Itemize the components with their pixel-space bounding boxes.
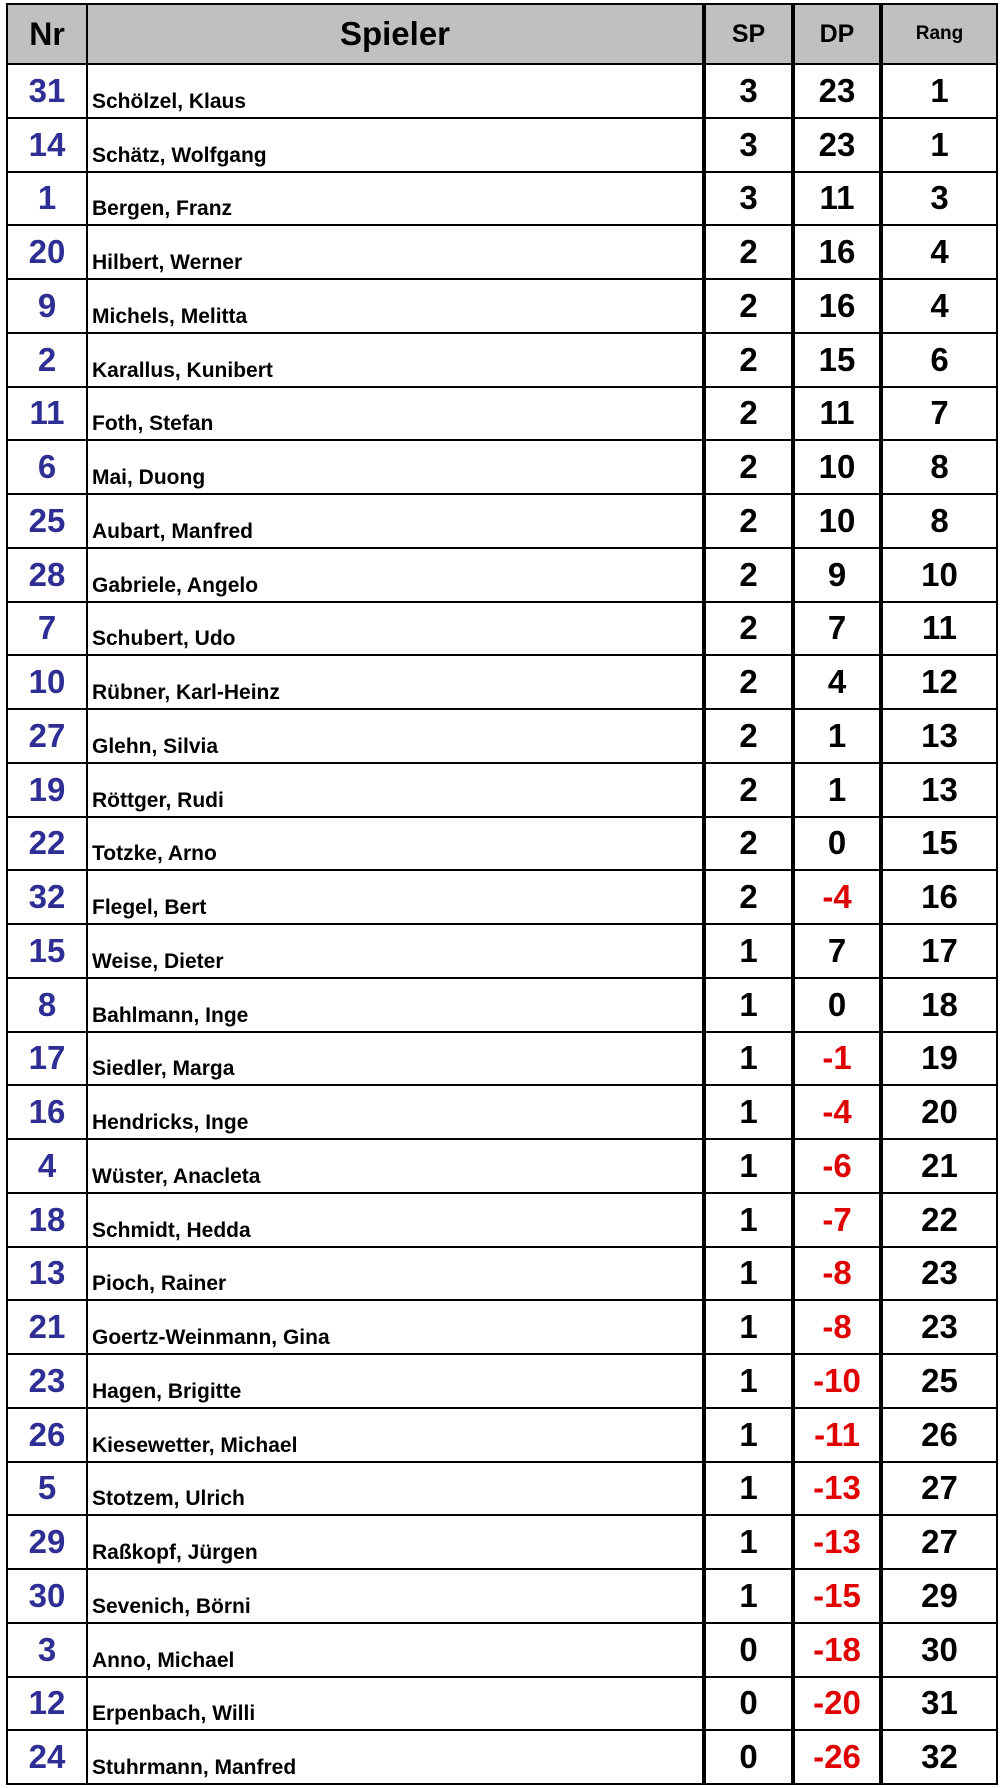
player-name: Siedler, Marga (87, 1032, 704, 1086)
rank-value: 7 (881, 387, 997, 441)
sp-value: 1 (704, 1139, 793, 1193)
dp-value: 23 (793, 64, 881, 118)
rank-value: 20 (881, 1085, 997, 1139)
rank-value: 8 (881, 440, 997, 494)
rank-value: 18 (881, 978, 997, 1032)
rank-value: 32 (881, 1730, 997, 1784)
player-name: Schubert, Udo (87, 602, 704, 656)
rank-value: 17 (881, 924, 997, 978)
dp-value: 15 (793, 333, 881, 387)
sp-value: 2 (704, 440, 793, 494)
table-body (7, 64, 997, 1784)
player-number: 29 (7, 1515, 87, 1569)
sp-value: 1 (704, 1569, 793, 1623)
sp-value: 2 (704, 655, 793, 709)
sp-value: 1 (704, 1408, 793, 1462)
player-number: 15 (7, 924, 87, 978)
player-number: 23 (7, 1354, 87, 1408)
table-row (7, 1569, 997, 1623)
rank-value: 25 (881, 1354, 997, 1408)
dp-value: 4 (793, 655, 881, 709)
dp-value: 11 (793, 387, 881, 441)
dp-value: 9 (793, 548, 881, 602)
player-number: 31 (7, 64, 87, 118)
rank-value: 10 (881, 548, 997, 602)
table-row (7, 1247, 997, 1301)
player-name: Hilbert, Werner (87, 225, 704, 279)
dp-value: 0 (793, 817, 881, 871)
sp-value: 1 (704, 978, 793, 1032)
table-row (7, 548, 997, 602)
table-row (7, 924, 997, 978)
table-row (7, 655, 997, 709)
sp-value: 1 (704, 1085, 793, 1139)
table-row (7, 1193, 997, 1247)
table-row (7, 1623, 997, 1677)
player-name: Weise, Dieter (87, 924, 704, 978)
player-number: 16 (7, 1085, 87, 1139)
player-number: 2 (7, 333, 87, 387)
player-name: Goertz-Weinmann, Gina (87, 1300, 704, 1354)
sp-value: 2 (704, 763, 793, 817)
rank-value: 1 (881, 64, 997, 118)
sp-value: 0 (704, 1730, 793, 1784)
player-name: Wüster, Anacleta (87, 1139, 704, 1193)
rank-value: 13 (881, 709, 997, 763)
rank-value: 22 (881, 1193, 997, 1247)
table-row (7, 1085, 997, 1139)
rank-value: 27 (881, 1515, 997, 1569)
table-row (7, 1515, 997, 1569)
player-name: Totzke, Arno (87, 817, 704, 871)
table-row (7, 1408, 997, 1462)
sp-value: 2 (704, 602, 793, 656)
sp-value: 2 (704, 709, 793, 763)
player-name: Bahlmann, Inge (87, 978, 704, 1032)
player-number: 25 (7, 494, 87, 548)
player-number: 3 (7, 1623, 87, 1677)
player-number: 12 (7, 1677, 87, 1731)
player-name: Mai, Duong (87, 440, 704, 494)
rank-value: 23 (881, 1247, 997, 1301)
sp-value: 2 (704, 494, 793, 548)
dp-value: -20 (793, 1677, 881, 1731)
rank-value: 30 (881, 1623, 997, 1677)
table-row (7, 440, 997, 494)
table-row (7, 333, 997, 387)
dp-value: -4 (793, 1085, 881, 1139)
player-name: Anno, Michael (87, 1623, 704, 1677)
player-name: Stotzem, Ulrich (87, 1462, 704, 1516)
table-row (7, 64, 997, 118)
dp-value: -13 (793, 1462, 881, 1516)
player-number: 17 (7, 1032, 87, 1086)
sp-value: 3 (704, 118, 793, 172)
player-name: Aubart, Manfred (87, 494, 704, 548)
table-row (7, 1032, 997, 1086)
player-number: 7 (7, 602, 87, 656)
player-name: Bergen, Franz (87, 172, 704, 226)
sp-value: 2 (704, 817, 793, 871)
dp-value: -10 (793, 1354, 881, 1408)
rank-value: 4 (881, 225, 997, 279)
dp-value: 7 (793, 602, 881, 656)
rank-value: 1 (881, 118, 997, 172)
header-rang: Rang (881, 4, 997, 64)
rank-value: 3 (881, 172, 997, 226)
dp-value: 7 (793, 924, 881, 978)
table-row (7, 870, 997, 924)
sp-value: 1 (704, 1462, 793, 1516)
dp-value: -8 (793, 1300, 881, 1354)
sp-value: 3 (704, 172, 793, 226)
dp-value: 1 (793, 763, 881, 817)
sp-value: 2 (704, 548, 793, 602)
player-number: 8 (7, 978, 87, 1032)
rank-value: 11 (881, 602, 997, 656)
rank-value: 15 (881, 817, 997, 871)
player-number: 21 (7, 1300, 87, 1354)
rank-value: 27 (881, 1462, 997, 1516)
player-number: 28 (7, 548, 87, 602)
rank-value: 26 (881, 1408, 997, 1462)
player-name: Michels, Melitta (87, 279, 704, 333)
sp-value: 2 (704, 225, 793, 279)
player-number: 10 (7, 655, 87, 709)
table-row (7, 709, 997, 763)
table-row (7, 494, 997, 548)
player-name: Rübner, Karl-Heinz (87, 655, 704, 709)
dp-value: 16 (793, 225, 881, 279)
dp-value: 10 (793, 440, 881, 494)
player-name: Karallus, Kunibert (87, 333, 704, 387)
sp-value: 1 (704, 1300, 793, 1354)
player-number: 9 (7, 279, 87, 333)
player-name: Glehn, Silvia (87, 709, 704, 763)
dp-value: -1 (793, 1032, 881, 1086)
player-number: 27 (7, 709, 87, 763)
player-name: Schölzel, Klaus (87, 64, 704, 118)
player-name: Hendricks, Inge (87, 1085, 704, 1139)
player-number: 22 (7, 817, 87, 871)
player-number: 14 (7, 118, 87, 172)
sp-value: 1 (704, 1354, 793, 1408)
player-name: Schätz, Wolfgang (87, 118, 704, 172)
dp-value: 0 (793, 978, 881, 1032)
player-name: Flegel, Bert (87, 870, 704, 924)
rank-value: 6 (881, 333, 997, 387)
sp-value: 1 (704, 1247, 793, 1301)
dp-value: 23 (793, 118, 881, 172)
rank-value: 8 (881, 494, 997, 548)
rank-value: 12 (881, 655, 997, 709)
table-row (7, 279, 997, 333)
player-name: Erpenbach, Willi (87, 1677, 704, 1731)
player-name: Gabriele, Angelo (87, 548, 704, 602)
sp-value: 1 (704, 1193, 793, 1247)
sp-value: 2 (704, 870, 793, 924)
player-name: Sevenich, Börni (87, 1569, 704, 1623)
player-name: Foth, Stefan (87, 387, 704, 441)
player-number: 18 (7, 1193, 87, 1247)
player-number: 19 (7, 763, 87, 817)
player-number: 30 (7, 1569, 87, 1623)
player-number: 24 (7, 1730, 87, 1784)
dp-value: -8 (793, 1247, 881, 1301)
header-spieler: Spieler (87, 4, 704, 64)
table-row (7, 172, 997, 226)
rank-value: 19 (881, 1032, 997, 1086)
dp-value: -11 (793, 1408, 881, 1462)
player-number: 4 (7, 1139, 87, 1193)
rank-value: 23 (881, 1300, 997, 1354)
table-row (7, 1677, 997, 1731)
player-number: 20 (7, 225, 87, 279)
dp-value: 10 (793, 494, 881, 548)
table-row (7, 602, 997, 656)
header-dp: DP (793, 4, 881, 64)
sp-value: 2 (704, 279, 793, 333)
rank-value: 31 (881, 1677, 997, 1731)
sp-value: 2 (704, 333, 793, 387)
sp-value: 3 (704, 64, 793, 118)
player-number: 6 (7, 440, 87, 494)
dp-value: -18 (793, 1623, 881, 1677)
rank-value: 29 (881, 1569, 997, 1623)
dp-value: -4 (793, 870, 881, 924)
dp-value: -15 (793, 1569, 881, 1623)
player-name: Pioch, Rainer (87, 1247, 704, 1301)
player-number: 13 (7, 1247, 87, 1301)
dp-value: 1 (793, 709, 881, 763)
table-row (7, 978, 997, 1032)
player-number: 32 (7, 870, 87, 924)
standings-table (6, 3, 998, 1785)
sp-value: 0 (704, 1623, 793, 1677)
sp-value: 1 (704, 924, 793, 978)
sp-value: 0 (704, 1677, 793, 1731)
rank-value: 21 (881, 1139, 997, 1193)
sp-value: 1 (704, 1515, 793, 1569)
player-number: 26 (7, 1408, 87, 1462)
header-row (7, 4, 997, 64)
player-number: 11 (7, 387, 87, 441)
table-row (7, 118, 997, 172)
header-nr: Nr (7, 4, 87, 64)
player-name: Stuhrmann, Manfred (87, 1730, 704, 1784)
table-row (7, 817, 997, 871)
dp-value: 16 (793, 279, 881, 333)
dp-value: -26 (793, 1730, 881, 1784)
rank-value: 13 (881, 763, 997, 817)
player-name: Hagen, Brigitte (87, 1354, 704, 1408)
sp-value: 1 (704, 1032, 793, 1086)
player-name: Kiesewetter, Michael (87, 1408, 704, 1462)
rank-value: 16 (881, 870, 997, 924)
header-sp: SP (704, 4, 793, 64)
table-row (7, 387, 997, 441)
table-row (7, 1354, 997, 1408)
player-name: Raßkopf, Jürgen (87, 1515, 704, 1569)
dp-value: 11 (793, 172, 881, 226)
table-row (7, 1462, 997, 1516)
table-row (7, 225, 997, 279)
player-number: 1 (7, 172, 87, 226)
dp-value: -7 (793, 1193, 881, 1247)
table-row (7, 763, 997, 817)
player-name: Röttger, Rudi (87, 763, 704, 817)
table-row (7, 1730, 997, 1784)
sp-value: 2 (704, 387, 793, 441)
player-name: Schmidt, Hedda (87, 1193, 704, 1247)
dp-value: -6 (793, 1139, 881, 1193)
rank-value: 4 (881, 279, 997, 333)
dp-value: -13 (793, 1515, 881, 1569)
table-row (7, 1139, 997, 1193)
table-row (7, 1300, 997, 1354)
player-number: 5 (7, 1462, 87, 1516)
